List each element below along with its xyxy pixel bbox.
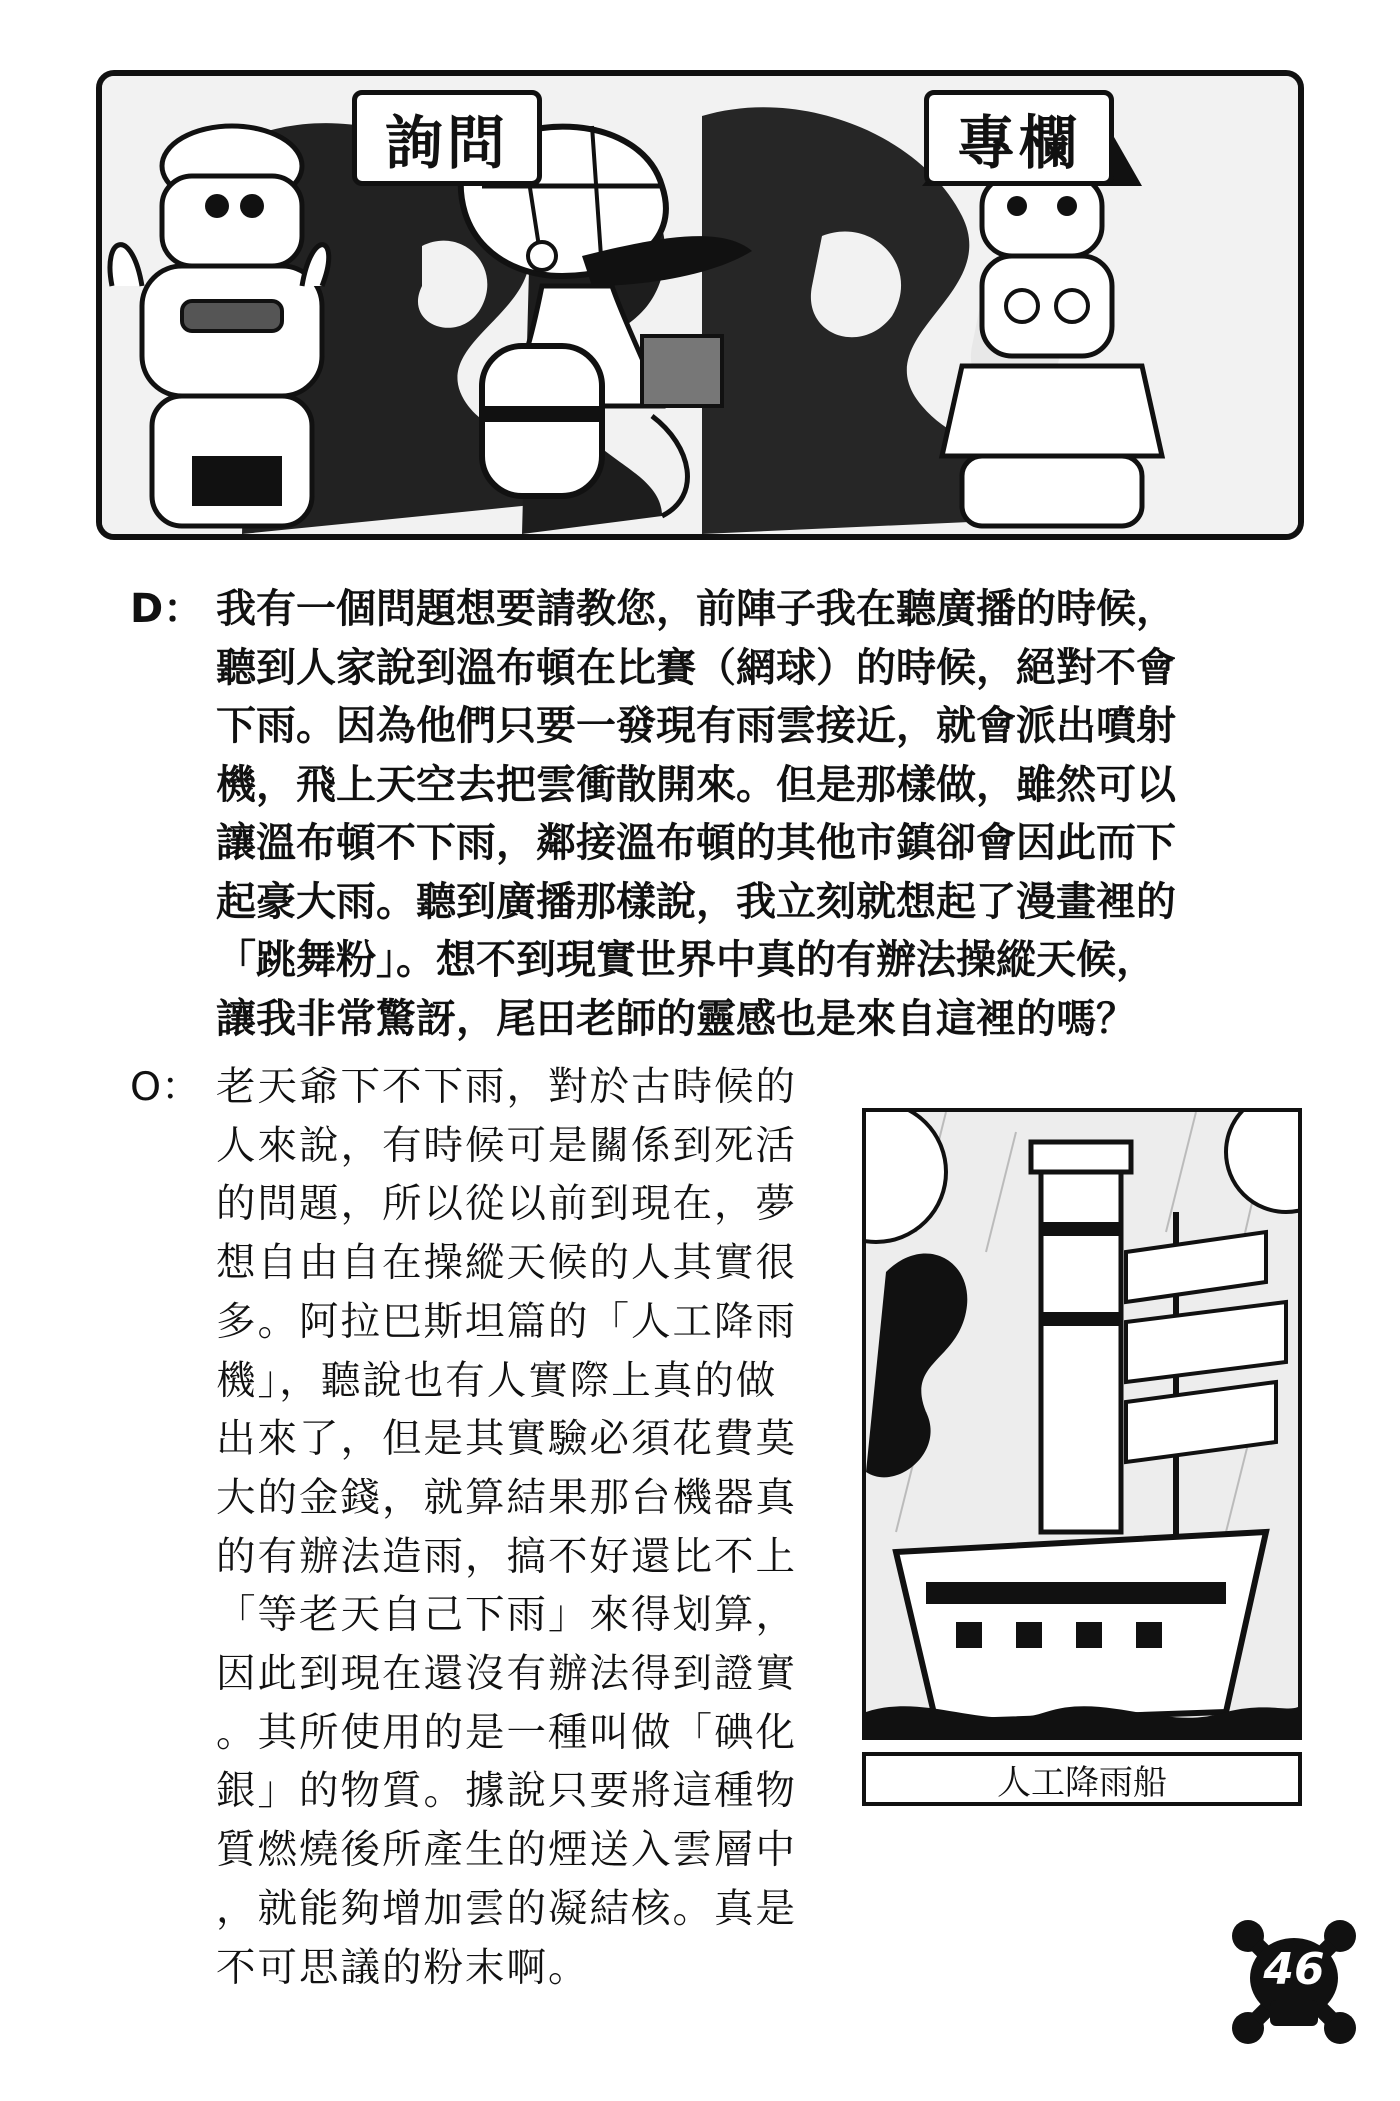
answer-line: 不可思議的粉末啊。: [216, 1944, 590, 1991]
answer-line: 想自由自在操縱天候的人其實很: [216, 1240, 797, 1287]
answer-text: [216, 1058, 830, 1997]
question-line: 我有一個問題想要請教您，前陣子我在聽廣播的時候，: [216, 586, 1176, 632]
banner-title-right: 專欄: [924, 90, 1114, 186]
answer-line: 「等老天自己下雨」來得划算，: [216, 1592, 797, 1639]
answer-line: 老天爺下不下雨，對於古時候的: [216, 1064, 797, 1110]
answer-line: 的問題，所以從以前到現在，夢: [216, 1181, 797, 1228]
answer-line: 銀」的物質。據說只要將這種物: [216, 1768, 797, 1815]
answer-line: 出來了，但是其實驗必須花費莫: [216, 1416, 797, 1463]
answer-line: 質燃燒後所產生的煙送入雲層中: [216, 1827, 797, 1874]
answer-section: [130, 1058, 830, 1997]
answer-line: 多。阿拉巴斯坦篇的「人工降雨: [216, 1298, 797, 1345]
page-number: 46: [1263, 1944, 1325, 1995]
banner-artwork: [102, 76, 1298, 534]
answer-line: 。其所使用的是一種叫做「碘化: [216, 1709, 797, 1756]
answer-line: 人來說，有時候可是關係到死活: [216, 1122, 797, 1169]
header-banner: [96, 70, 1304, 540]
question-speaker: D：: [130, 586, 204, 632]
question-line: 起豪大雨。聽到廣播那樣說，我立刻就想起了漫畫裡的: [216, 878, 1176, 925]
answer-line: 因此到現在還沒有辦法得到證實: [216, 1651, 797, 1698]
question-text: [216, 580, 1280, 1048]
answer-speaker: O：: [130, 1064, 201, 1110]
answer-line: ，就能夠增加雲的凝結核。真是: [216, 1885, 797, 1932]
banner-title-left: 詢問: [352, 90, 542, 186]
question-section: [130, 580, 1280, 1048]
answer-line: 機」，聽說也有人實際上真的做: [216, 1357, 778, 1404]
answer-line: 大的金錢，就算結果那台機器真: [216, 1474, 797, 1521]
question-line: 機，飛上天空去把雲衝散開來。但是那樣做，雖然可以: [216, 761, 1176, 808]
illustration-caption: 人工降雨船: [862, 1752, 1302, 1806]
rain-ship-artwork: [866, 1112, 1298, 1736]
question-line: 下雨。因為他們只要一發現有雨雲接近，就會派出噴射: [216, 703, 1176, 749]
answer-line: 的有辦法造雨，搞不好還比不上: [216, 1533, 797, 1580]
question-line: 聽到人家說到溫布頓在比賽（網球）的時候，絕對不會: [216, 644, 1176, 691]
question-line: 讓溫布頓不下雨，鄰接溫布頓的其他市鎮卻會因此而下: [216, 820, 1176, 866]
question-line: 讓我非常驚訝，尾田老師的靈感也是來自這裡的嗎？: [216, 995, 1136, 1042]
question-line: 「跳舞粉」。想不到現實世界中真的有辦法操縱天候，: [216, 937, 1156, 983]
rain-ship-illustration: [862, 1108, 1302, 1740]
